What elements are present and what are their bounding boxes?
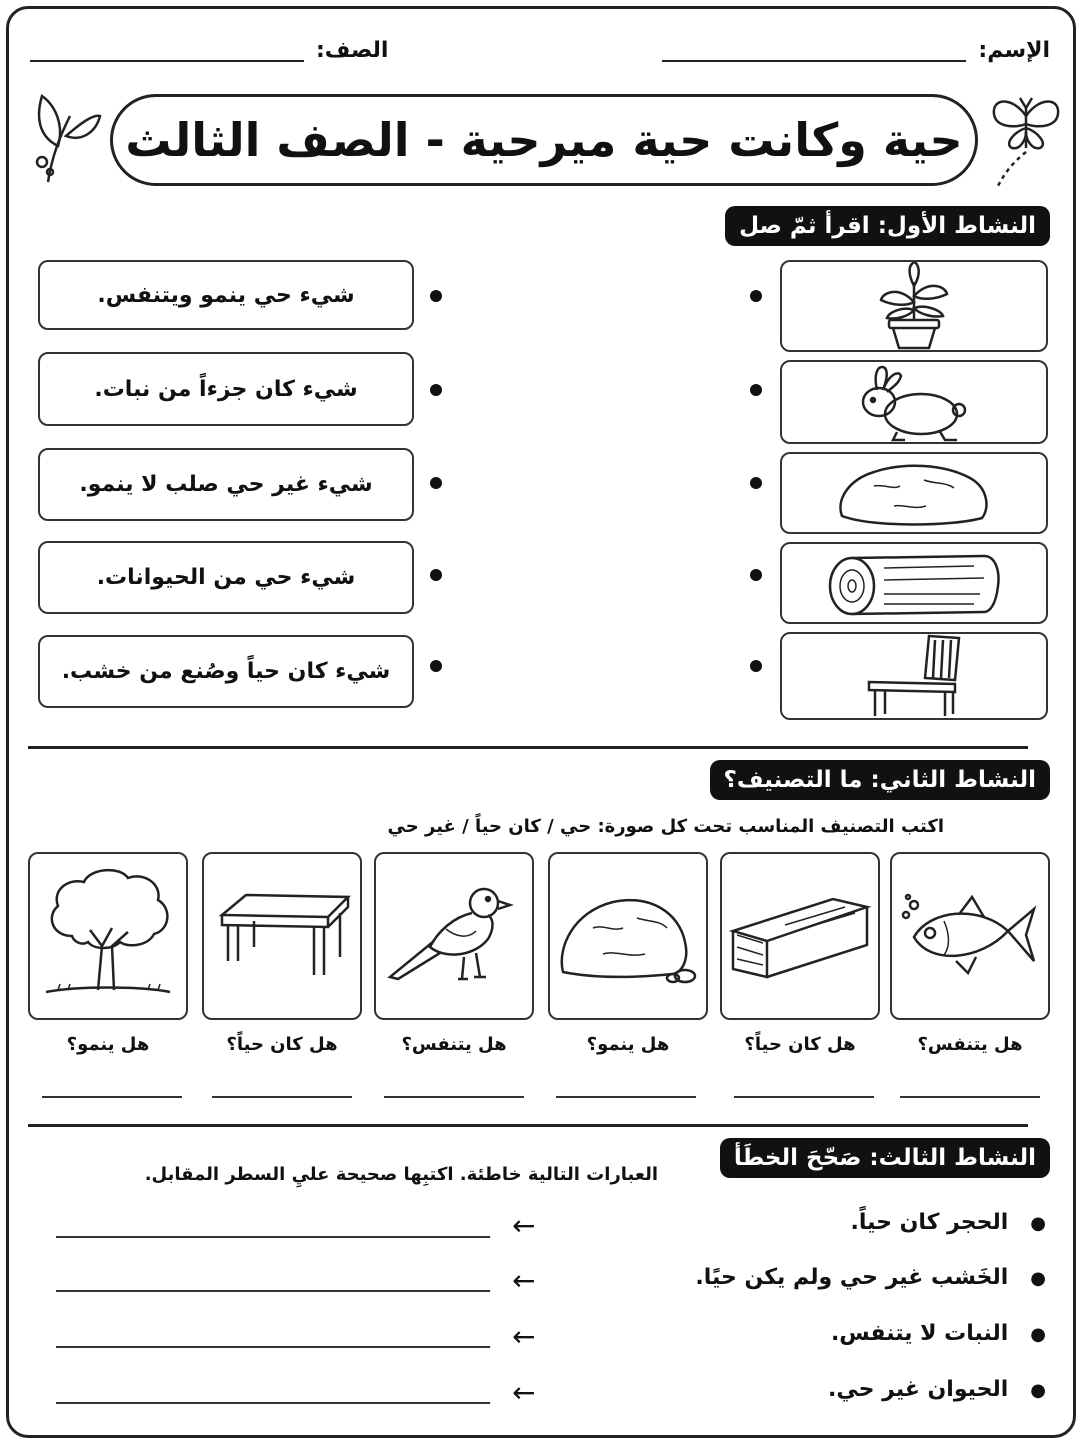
wrong-statement-4: ●الحيوان غير حي. xyxy=(828,1377,1046,1402)
wood-plank-icon xyxy=(725,891,875,981)
log-icon xyxy=(824,548,1004,618)
bullet-icon: ● xyxy=(1030,1380,1046,1401)
name-field[interactable] xyxy=(662,60,966,62)
arrow-left-icon: ← xyxy=(512,1376,536,1409)
statement-box-2: شيء كان جزءاً من نبات. xyxy=(38,352,414,426)
picture-fish xyxy=(890,852,1050,1020)
name-label: الإسم: xyxy=(978,38,1050,63)
question-fish: هل يتنفس؟ xyxy=(917,1034,1023,1055)
section-divider xyxy=(28,746,1028,749)
match-dot-statement-2[interactable] xyxy=(430,384,442,396)
match-dot-picture-1[interactable] xyxy=(750,290,762,302)
question-wood-plank: هل كان حياً؟ xyxy=(744,1034,856,1055)
picture-chair xyxy=(780,632,1048,720)
answer-line-wood-plank[interactable] xyxy=(734,1096,874,1098)
question-rock: هل ينمو؟ xyxy=(586,1034,670,1055)
activity2-label: النشاط الثاني: ما التصنيف؟ xyxy=(710,760,1050,800)
activity2-instruction: اكتب التصنيف المناسب تحت كل صورة: حي / كان حياً / غير حي xyxy=(387,816,944,837)
match-dot-statement-1[interactable] xyxy=(430,290,442,302)
rock-icon xyxy=(553,888,703,984)
question-tree: هل ينمو؟ xyxy=(66,1034,150,1055)
picture-rock xyxy=(780,452,1048,534)
picture-tree xyxy=(28,852,188,1020)
class-label: الصف: xyxy=(316,38,389,63)
picture-rock-2 xyxy=(548,852,708,1020)
question-bird: هل يتنفس؟ xyxy=(401,1034,507,1055)
fish-icon xyxy=(900,891,1040,981)
plant-pot-icon xyxy=(859,262,969,350)
picture-wood-plank xyxy=(720,852,880,1020)
wrong-statement-3: ●النبات لا يتنفس. xyxy=(830,1321,1046,1346)
statement-box-1: شيء حي ينمو ويتنفس. xyxy=(38,260,414,330)
section-divider-2 xyxy=(28,1124,1028,1127)
match-dot-picture-2[interactable] xyxy=(750,384,762,396)
answer-line-tree[interactable] xyxy=(42,1096,182,1098)
answer-line-rock[interactable] xyxy=(556,1096,696,1098)
leaf-icon xyxy=(30,86,106,186)
arrow-left-icon: ← xyxy=(512,1209,536,1242)
match-dot-picture-3[interactable] xyxy=(750,477,762,489)
chair-icon xyxy=(859,634,969,718)
statement-box-3: شيء غير حي صلب لا ينمو. xyxy=(38,448,414,521)
arrow-left-icon: ← xyxy=(512,1320,536,1353)
activity3-instruction: العبارات التالية خاطئة. اكتبِها صحيحة عليِ السطر المقابل. xyxy=(144,1164,658,1185)
rock-icon xyxy=(834,456,994,530)
bullet-icon: ● xyxy=(1030,1213,1046,1234)
tree-icon xyxy=(38,866,178,1006)
picture-plant-pot xyxy=(780,260,1048,352)
match-dot-statement-4[interactable] xyxy=(430,569,442,581)
page-title: حية وكانت حية ميرحية - الصف الثالث xyxy=(125,113,963,167)
butterfly-icon xyxy=(986,88,1066,196)
correction-line-2[interactable] xyxy=(56,1290,490,1292)
match-dot-statement-3[interactable] xyxy=(430,477,442,489)
picture-table xyxy=(202,852,362,1020)
question-table: هل كان حياً؟ xyxy=(226,1034,338,1055)
answer-line-fish[interactable] xyxy=(900,1096,1040,1098)
rabbit-icon xyxy=(849,362,979,442)
match-dot-statement-5[interactable] xyxy=(430,660,442,672)
table-icon xyxy=(210,891,354,981)
activity1-label: النشاط الأول: اقرأ ثمّ صل xyxy=(725,206,1050,246)
match-dot-picture-4[interactable] xyxy=(750,569,762,581)
correction-line-3[interactable] xyxy=(56,1346,490,1348)
statement-box-4: شيء حي من الحيوانات. xyxy=(38,541,414,614)
arrow-left-icon: ← xyxy=(512,1264,536,1297)
correction-line-1[interactable] xyxy=(56,1236,490,1238)
answer-line-table[interactable] xyxy=(212,1096,352,1098)
answer-line-bird[interactable] xyxy=(384,1096,524,1098)
wrong-statement-1: ●الحجر كان حياً. xyxy=(850,1210,1046,1235)
correction-line-4[interactable] xyxy=(56,1402,490,1404)
bullet-icon: ● xyxy=(1030,1324,1046,1345)
picture-bird xyxy=(374,852,534,1020)
activity3-label: النشاط الثالث: صَحّحَ الخطَأ xyxy=(720,1138,1050,1178)
wrong-statement-2: ●الخَشب غير حي ولم يكن حيًا. xyxy=(695,1265,1046,1290)
picture-log xyxy=(780,542,1048,624)
statement-box-5: شيء كان حياً وصُنع من خشب. xyxy=(38,635,414,708)
picture-rabbit xyxy=(780,360,1048,444)
bird-icon xyxy=(384,881,524,991)
match-dot-picture-5[interactable] xyxy=(750,660,762,672)
class-field[interactable] xyxy=(30,60,304,62)
bullet-icon: ● xyxy=(1030,1268,1046,1289)
